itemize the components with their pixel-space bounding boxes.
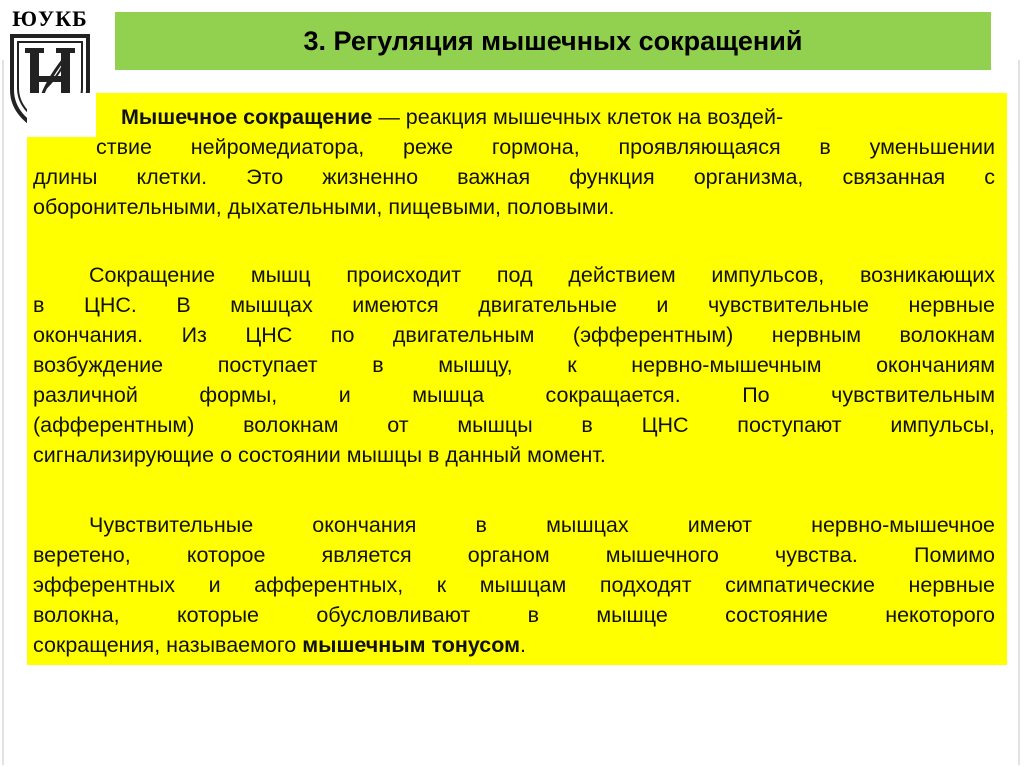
- logo-text: ЮУКБ: [12, 6, 88, 31]
- text-line: (афферентным) волокнам от мышцы в ЦНС поступают импульсы,: [33, 413, 995, 437]
- page-title: 3. Регуляция мышечных сокращений: [303, 25, 803, 56]
- text-line: различной формы, и мышца сокращается. По чувствительным: [33, 383, 995, 407]
- title-bar: [115, 12, 991, 70]
- term-muscle-contraction: Мышечное сокращение: [121, 105, 373, 129]
- paragraph-sensory-endings: [33, 510, 995, 660]
- text-line: Сокращение мышц происходит под действием импульсов, возникающих: [89, 263, 995, 287]
- text-line: волокна, которые обусловливают в мышце состояние некоторого: [33, 603, 995, 627]
- text-line: сигнализирующие о состоянии мышцы в данный момент.: [33, 443, 606, 467]
- paragraph-definition: [33, 102, 995, 222]
- text-line: в ЦНС. В мышцах имеются двигательные и чувствительные нервные: [33, 293, 995, 317]
- text-line: веретено, которое является органом мышечного чувства. Помимо: [33, 543, 995, 567]
- text-line: окончания. Из ЦНС по двигательным (эфферентным) нервным волокнам: [33, 323, 995, 347]
- text-line: Чувствительные окончания в мышцах имеют нервно-мышечное: [89, 513, 995, 537]
- text-line: Мышечное сокращение — реакция мышечных клеток на воздей-: [121, 105, 784, 129]
- frame-line-left: [2, 60, 4, 765]
- frame-line-right: [1018, 60, 1020, 765]
- text-line: возбуждение поступает в мышцу, к нервно-мышечным окончаниям: [33, 353, 995, 377]
- text-line: ствие нейромедиатора, реже гормона, проявляющаяся в уменьшении: [96, 135, 995, 159]
- text-line: эфферентных и афферентных, к мышцам подходят симпатические нервные: [33, 573, 995, 597]
- term-muscle-tone: мышечным тонусом: [302, 633, 521, 657]
- text-line: сокращения, называемого мышечным тонусом.: [33, 633, 526, 657]
- text-line: оборонительными, дыхательными, пищевыми, половыми.: [33, 195, 615, 219]
- text-line: длины клетки. Это жизненно важная функция организма, связанная с: [33, 165, 995, 189]
- paragraph-impulses: [33, 260, 995, 470]
